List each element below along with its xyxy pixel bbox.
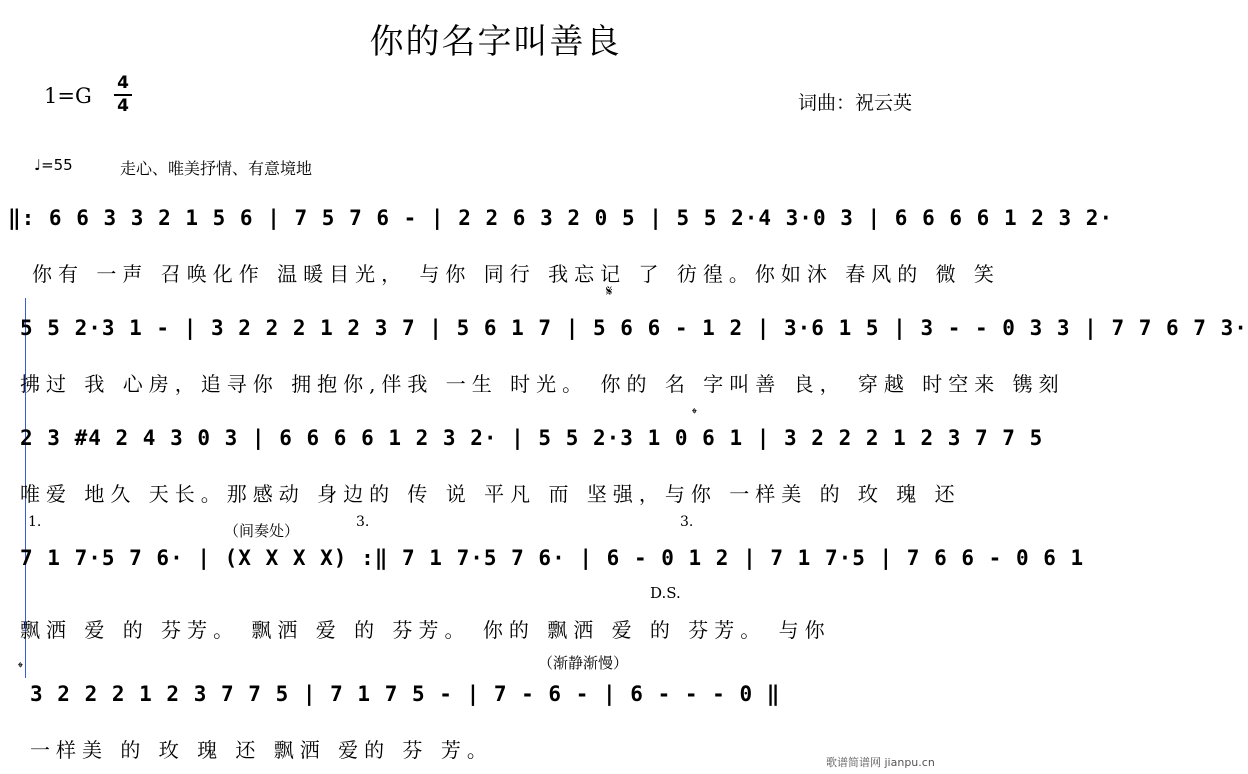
key-signature: 1=G [44, 84, 92, 108]
lyrics-row-5: 一样美 的 玫 瑰 还 飘洒 爱的 芬 芳。 [30, 738, 493, 762]
notation-row-5: 3 2 2 2 1 2 3 7 7 5 | 7 1 7 5 - | 7 - 6 - | 6 - - - 0 ‖ [30, 682, 781, 706]
dynamics-note: （渐静渐慢） [538, 654, 629, 672]
tempo-marking: ♩=55 [34, 156, 73, 174]
notation-row-4: 7 1 7·5 7 6· | (X X X X) :‖ 7 1 7·5 7 6· | 6 - 0 1 2 | 7 1 7·5 | 7 6 6 - 0 6 1 [20, 546, 1085, 570]
segno-mark: 𝄋 [606, 282, 613, 300]
style-note: 走心、唯美抒情、有意境地 [120, 159, 313, 178]
watermark: 歌谱简谱网 jianpu.cn [826, 756, 935, 769]
notation-row-3: 2 3 #4 2 4 3 0 3 | 6 6 6 6 1 2 3 2· | 5 5 2·3 1 0 6 1 | 3 2 2 2 1 2 3 7 7 5 [20, 426, 1044, 450]
lyrics-row-1: 你有 一声 召唤化作 温暖目光， 与你 同行 我忘记 了 彷徨。你如沐 春风的 微 笑 [32, 262, 1000, 286]
time-numerator: 4 [117, 73, 129, 93]
volta-third-b: 3. [680, 514, 694, 530]
notation-row-2: 5 5 2·3 1 - | 3 2 2 2 1 2 3 7 | 5 6 1 7 | 5 6 6 - 1 2 | 3·6 1 5 | 3 - - 0 3 3 | 7 7 6 7 3· [20, 316, 1248, 340]
page-title: 你的名字叫善良 [369, 22, 622, 62]
interlude-note: （间奏处） [224, 522, 300, 540]
time-signature [114, 74, 132, 116]
notation-row-1: ‖: 6 6 3 3 2 1 5 6 | 7 5 7 6 - | 2 2 6 3 2 0 5 | 5 5 2·4 3·0 3 | 6 6 6 6 1 2 3 2· [8, 206, 1114, 230]
composer-credit: 词曲：祝云英 [798, 92, 913, 114]
volta-third-a: 3. [356, 514, 370, 530]
lyrics-row-4: 飘洒 爱 的 芬芳。 飘洒 爱 的 芬芳。 你的 飘洒 爱 的 芬芳。 与你 [20, 618, 831, 642]
volta-first: 1. [28, 514, 42, 530]
lyrics-row-2: 拂过 我 心房，追寻你 拥抱你,伴我 一生 时光。 你的 名 字叫善 良， 穿越 时空来 镌刻 [20, 372, 1065, 396]
lyrics-row-3: 唯爱 地久 天长。那感动 身边的 传 说 平凡 而 坚强，与你 一样美 的 玫 瑰 还 [20, 482, 961, 506]
coda-mark-2: 𝄌 [18, 660, 23, 676]
ds-mark: D.S. [650, 584, 681, 602]
time-denominator: 4 [117, 96, 129, 116]
coda-mark-1: 𝄌 [692, 406, 697, 422]
